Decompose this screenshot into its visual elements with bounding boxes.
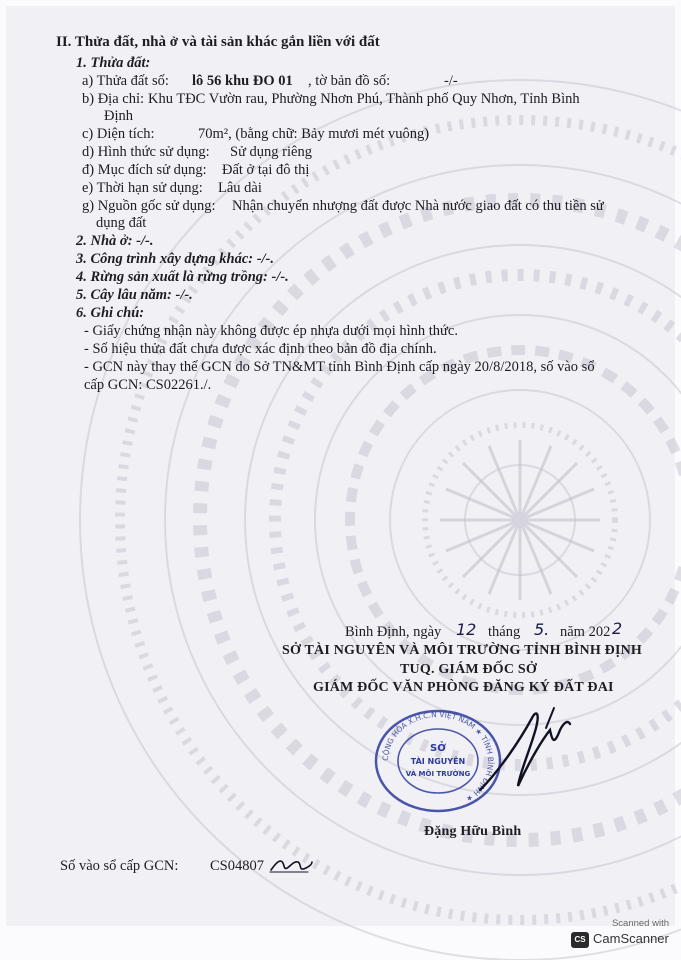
origin-value-line2: dụng đất	[96, 215, 147, 231]
camscanner-watermark	[569, 918, 669, 952]
date-day: 12	[456, 620, 477, 639]
stamp-line-1: SỞ	[430, 743, 446, 754]
perennial-trees-line: 5. Cây lâu năm: -/-.	[76, 287, 193, 303]
notes-heading: 6. Ghi chú:	[76, 305, 145, 321]
forest-line: 4. Rừng sản xuất là rừng trồng: -/-.	[76, 269, 289, 285]
scanned-with-text: Scanned with	[611, 918, 669, 929]
usage-form-label: d) Hình thức sử dụng:	[82, 144, 210, 160]
area-label: c) Diện tích:	[82, 126, 155, 142]
other-construction-line: 3. Công trình xây dựng khác: -/-.	[76, 251, 275, 267]
area-value: 70m², (bằng chữ: Bảy mươi mét vuông)	[198, 126, 430, 142]
year-handwritten-digit: 2	[612, 619, 623, 638]
register-initials	[268, 852, 314, 878]
usage-term-value: Lâu dài	[218, 180, 262, 196]
register-value: CS04807	[210, 858, 264, 874]
note-2: - Số hiệu thửa đất chưa được xác định theo bản đồ địa chính.	[84, 341, 437, 357]
parcel-number-label: a) Thửa đất số:	[82, 73, 169, 89]
address-label: b) Địa chỉ:	[82, 91, 145, 107]
parcel-number-value: lô 56 khu ĐO 01	[192, 73, 293, 89]
note-3-line1: - GCN này thay thế GCN do Sở TN&MT tỉnh Bình Định cấp ngày 20/8/2018, số vào sổ	[84, 359, 595, 375]
parcel-heading: 1. Thửa đất:	[76, 55, 151, 71]
address-value-line2: Định	[104, 108, 133, 124]
section-title: II. Thửa đất, nhà ở và tài sản khác gắn liền với đất	[56, 34, 380, 50]
date-month: 5.	[534, 620, 550, 639]
usage-form-value: Sử dụng riêng	[230, 144, 312, 160]
map-sheet-label: , tờ bản đồ số:	[308, 73, 391, 89]
issuing-organization: SỞ TÀI NGUYÊN VÀ MÔI TRƯỜNG TỈNH BÌNH ĐỊNH	[282, 643, 643, 658]
camscanner-name: CamScanner	[593, 931, 669, 946]
stamp-line-3: VÀ MÔI TRƯỜNG	[405, 770, 471, 778]
origin-value-line1: Nhận chuyển nhượng đất được Nhà nước giao đất có thu tiền sử	[232, 198, 604, 214]
usage-term-label: e) Thời hạn sử dụng:	[82, 180, 203, 196]
handwritten-signature	[470, 700, 590, 810]
date-prefix: Bình Định, ngày	[345, 624, 442, 640]
month-label: tháng	[488, 624, 521, 640]
origin-label: g) Nguồn gốc sử dụng:	[82, 198, 216, 214]
office-director-title: GIÁM ĐỐC VĂN PHÒNG ĐĂNG KÝ ĐẤT ĐAI	[313, 680, 614, 695]
stamp-line-2: TÀI NGUYÊN	[410, 757, 466, 766]
tuq-title: TUQ. GIÁM ĐỐC SỞ	[400, 662, 537, 677]
year-label: năm 202	[560, 624, 611, 640]
register-label: Số vào sổ cấp GCN:	[60, 858, 179, 874]
house-line: 2. Nhà ở: -/-.	[76, 233, 154, 249]
map-sheet-value: -/-	[444, 73, 458, 89]
address-value-line1: Khu TĐC Vườn rau, Phường Nhơn Phú, Thành phố Quy Nhơn, Tỉnh Bình	[148, 91, 580, 107]
note-3-line2: cấp GCN: CS02261./.	[84, 377, 212, 393]
stamp-ring-text: CỘNG HÒA X.H.C.N VIỆT NAM ★ TỈNH BÌNH ĐỊNH ★	[380, 709, 496, 804]
usage-purpose-label: đ) Mục đích sử dụng:	[82, 162, 207, 178]
camscanner-logo-icon: CS	[571, 932, 589, 948]
signer-name: Đặng Hữu Bình	[424, 824, 522, 839]
note-1: - Giấy chứng nhận này không được ép nhựa dưới mọi hình thức.	[84, 323, 458, 339]
usage-purpose-value: Đất ở tại đô thị	[222, 162, 310, 178]
